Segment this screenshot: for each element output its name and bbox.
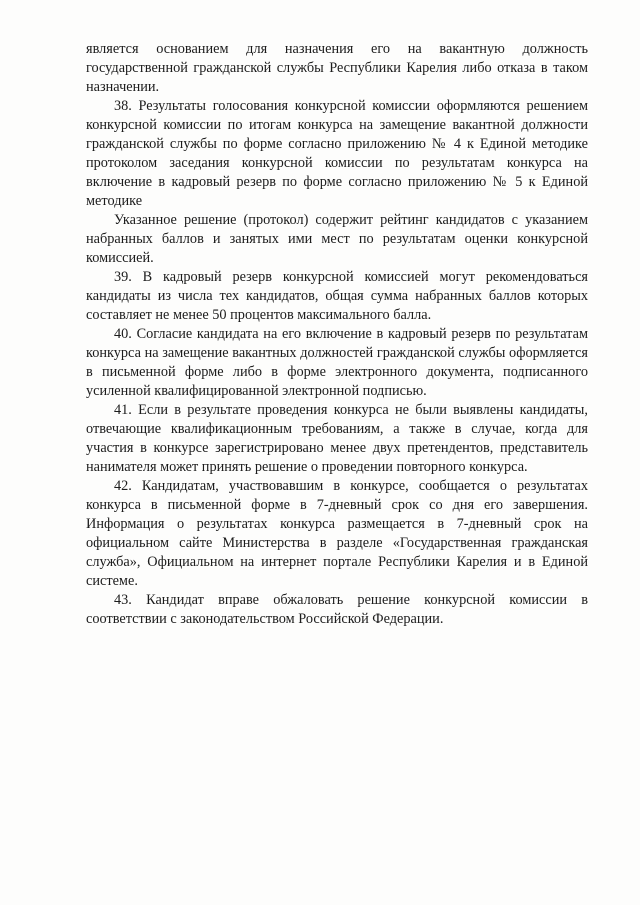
paragraph-43: 43. Кандидат вправе обжаловать решение конкурсной комиссии в соответствии с законодательством Российской Федерации. [86, 592, 588, 627]
paragraph-41: 41. Если в результате проведения конкурса не были выявлены кандидаты, отвечающие квалификационным требованиям, а также в случае, когда для участия в конкурсе зарегистрировано менее двух претендентов, представитель нанимателя может принять решение о проведении повторного конкурса. [86, 402, 588, 475]
paragraph-40: 40. Согласие кандидата на его включение в кадровый резерв по результатам конкурса на замещение вакантных должностей гражданской службы оформляется в письменной форме либо в форме электронного документа, подписанного усиленной квалифицированной электронной подписью. [86, 326, 588, 399]
paragraph-continuation: является основанием для назначения его на вакантную должность государственной гражданской службы Республики Карелия либо отказа в таком назначении. [86, 41, 588, 95]
paragraph-39: 39. В кадровый резерв конкурсной комиссией могут рекомендоваться кандидаты из числа тех кандидатов, общая сумма набранных баллов которых составляет не менее 50 процентов максимального балла. [86, 269, 588, 323]
paragraph-38: 38. Результаты голосования конкурсной комиссии оформляются решением конкурсной комиссии по итогам конкурса на замещение вакантной должности гражданской службы по форме согласно приложению № 4 к Единой методике протоколом заседания конкурсной комиссии по результатам конкурса на включение в кадровый резерв по форме согласно приложению № 5 к Единой методике [86, 98, 588, 209]
document-page [86, 40, 588, 629]
paragraph-38-decision: Указанное решение (протокол) содержит рейтинг кандидатов с указанием набранных баллов и занятых ими мест по результатам оценки конкурсной комиссией. [86, 212, 588, 266]
paragraph-42: 42. Кандидатам, участвовавшим в конкурсе, сообщается о результатах конкурса в письменной форме в 7-дневный срок со дня его завершения. Информация о результатах конкурса размещается в 7-дневный срок на официальном сайте Министерства в разделе «Государственная гражданская служба», Официальном на интернет портале Республики Карелия и в Единой системе. [86, 478, 588, 589]
